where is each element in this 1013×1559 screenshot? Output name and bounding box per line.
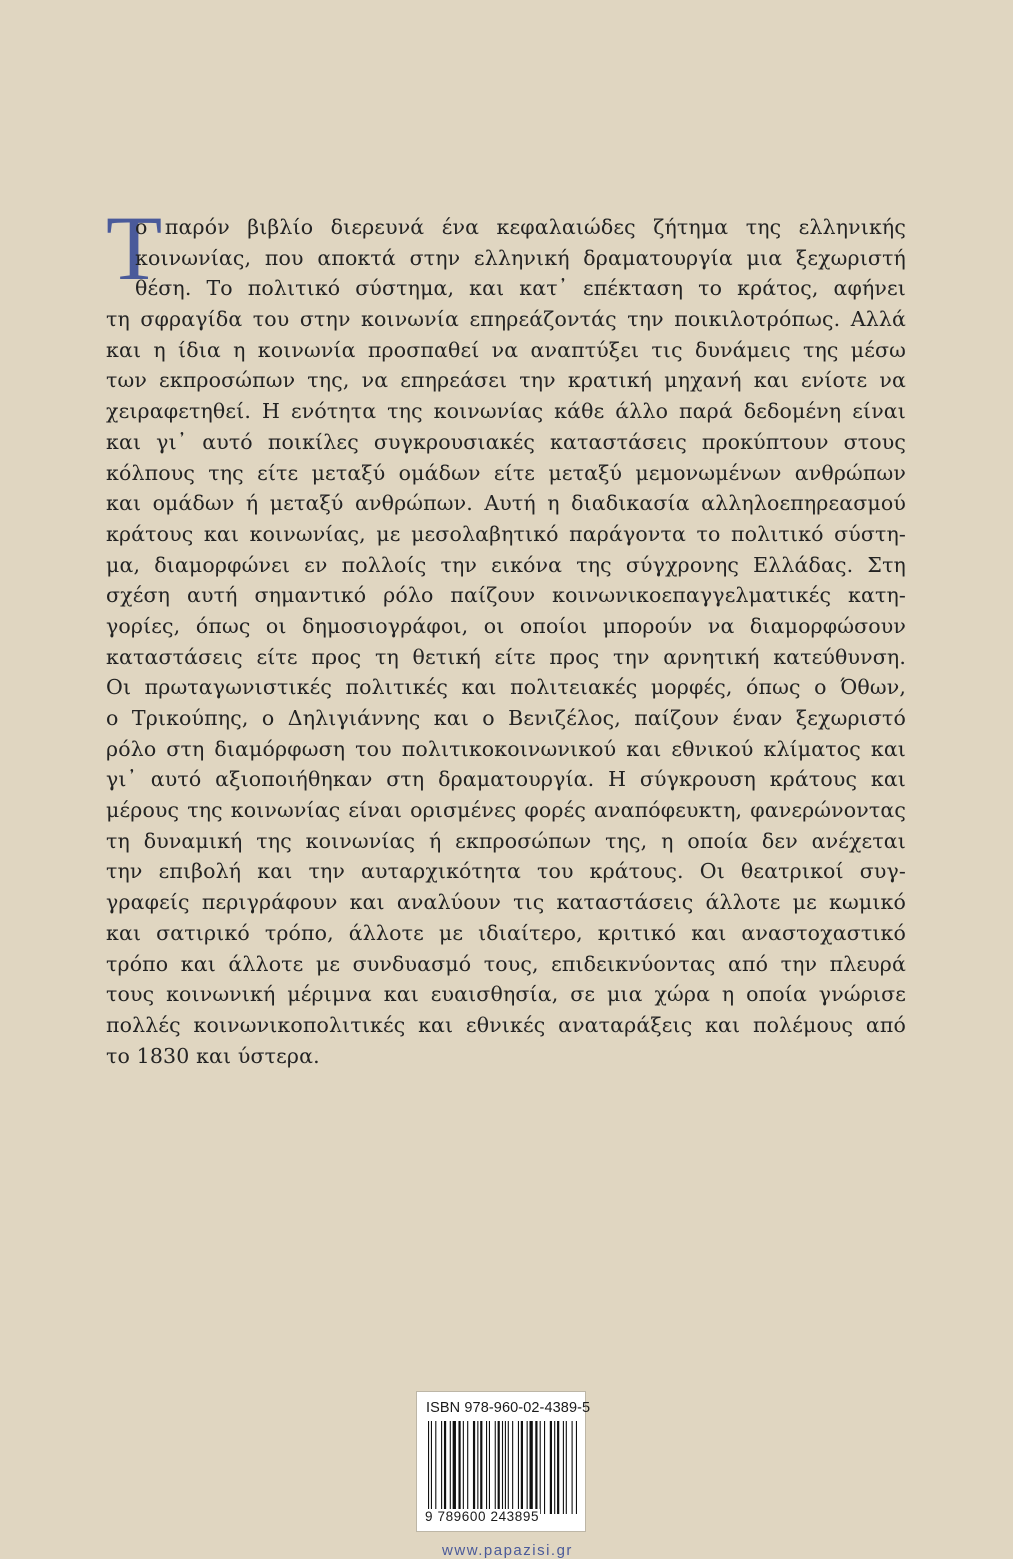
blurb-line: σχέση αυτή σημαντικό ρόλο παίζουν κοινωνικοεπαγγελματικές κατη- bbox=[106, 583, 906, 608]
blurb-line: και σατιρικό τρόπο, άλλοτε με ιδιαίτερο, κριτικό και αναστοχαστικό bbox=[106, 920, 906, 945]
blurb-line: θέση. Το πολιτικό σύστημα, και κατ᾽ επέκταση το κράτος, αφήνει bbox=[135, 276, 906, 301]
blurb-line: Οι πρωταγωνιστικές πολιτικές και πολιτειακές μορφές, όπως ο Όθων, bbox=[106, 675, 906, 700]
barcode-icon bbox=[426, 1421, 578, 1514]
blurb-line: κοινωνίας, που αποκτά στην ελληνική δραματουργία μια ξεχωριστή bbox=[135, 245, 906, 270]
isbn-barcode-box bbox=[416, 1391, 591, 1532]
blurb-line: καταστάσεις είτε προς τη θετική είτε προς την αρνητική κατεύθυνση. bbox=[106, 644, 906, 669]
drop-cap-letter: Τ bbox=[106, 197, 163, 299]
blurb-line: μα, διαμορφώνει εν πολλοίς την εικόνα της σύγχρονης Ελλάδας. Στη bbox=[106, 552, 906, 577]
back-cover-blurb bbox=[106, 197, 906, 1071]
blurb-line: γι᾽ αυτό αξιοποιήθηκαν στη δραματουργία. Η σύγκρουση κράτους και bbox=[106, 767, 906, 792]
blurb-line: το 1830 και ύστερα. bbox=[106, 1043, 320, 1068]
blurb-line: χειραφετηθεί. Η ενότητα της κοινωνίας κάθε άλλο παρά δεδομένη είναι bbox=[106, 399, 906, 424]
blurb-line: τους κοινωνική μέριμνα και ευαισθησία, σε μια χώρα η οποία γνώρισε bbox=[106, 982, 906, 1007]
blurb-line: μέρους της κοινωνίας είναι ορισμένες φορές αναπόφευκτη, φανερώνοντας bbox=[106, 798, 906, 823]
blurb-line: ο Τρικούπης, ο Δηλιγιάννης και ο Βενιζέλος, παίζουν έναν ξεχωριστό bbox=[106, 706, 906, 730]
blurb-line: και η ίδια η κοινωνία προσπαθεί να αναπτύξει τις δυνάμεις της μέσω bbox=[106, 337, 906, 362]
blurb-line: κόλπους της είτε μεταξύ ομάδων είτε μεταξύ μεμονωμένων ανθρώπων bbox=[106, 460, 906, 485]
publisher-website: www.papazisi.gr bbox=[442, 1542, 573, 1559]
blurb-line: τρόπο και άλλοτε με συνδυασμό τους, επιδεικνύοντας από την πλευρά bbox=[106, 951, 906, 976]
isbn-label: ISBN 978-960-02-4389-5 bbox=[426, 1400, 591, 1416]
blurb-line: την επιβολή και την αυταρχικότητα του κράτους. Οι θεατρικοί συγ- bbox=[106, 859, 906, 884]
blurb-line: πολλές κοινωνικοπολιτικές και εθνικές αναταράξεις και πολέμους από bbox=[106, 1012, 906, 1037]
blurb-line: τη δυναμική της κοινωνίας ή εκπροσώπων της, η οποία δεν ανέχεται bbox=[106, 828, 906, 853]
blurb-line: ο παρόν βιβλίο διερευνά ένα κεφαλαιώδες ζήτημα της ελληνικής bbox=[135, 215, 906, 239]
barcode-digits: 9 789600 243895 bbox=[425, 1509, 540, 1524]
blurb-line: των εκπροσώπων της, να επηρεάσει την κρατική μηχανή και ενίοτε να bbox=[106, 368, 906, 393]
blurb-line: γραφείς περιγράφουν και αναλύουν τις καταστάσεις άλλοτε με κωμικό bbox=[106, 890, 906, 915]
blurb-line: και ομάδων ή μεταξύ ανθρώπων. Αυτή η διαδικασία αλληλοεπηρεασμού bbox=[106, 491, 906, 516]
blurb-line: γορίες, όπως οι δημοσιογράφοι, οι οποίοι μπορούν να διαμορφώσουν bbox=[106, 613, 906, 638]
blurb-line: και γι᾽ αυτό ποικίλες συγκρουσιακές καταστάσεις προκύπτουν στους bbox=[106, 429, 906, 454]
blurb-line: τη σφραγίδα του στην κοινωνία επηρεάζοντάς την ποικιλοτρόπως. Αλλά bbox=[106, 307, 906, 332]
blurb-line: κράτους και κοινωνίας, με μεσολαβητικό παράγοντα το πολιτικό σύστη- bbox=[106, 521, 906, 546]
blurb-line: ρόλο στη διαμόρφωση του πολιτικοκοινωνικού και εθνικού κλίματος και bbox=[106, 736, 906, 761]
